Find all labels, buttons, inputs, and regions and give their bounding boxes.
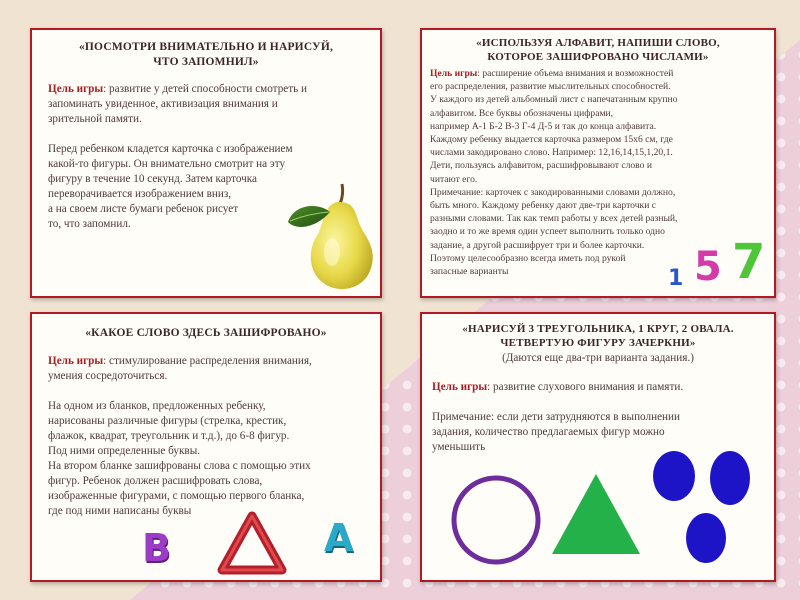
card-look-and-draw xyxy=(30,28,382,298)
card-body: Цель игры: развитие у детей способности смотреть и запоминать увиденное, активизация внимания и зрительной памяти. Перед ребенком кладется карточка с изображением какой-то фигуры. Он внимательно смотрит на эту фигуру в течение 10 секунд. Затем карточка переворачивается изображением вниз, а на своем листе бумаги ребенок рисует то, что запомнил. xyxy=(48,83,308,230)
oval-shape-3 xyxy=(686,513,726,563)
card-title: «ИСПОЛЬЗУЯ АЛФАВИТ, НАПИШИ СЛОВО, КОТОРОЕ ЗАШИФРОВАНО ЧИСЛАМИ» xyxy=(476,37,720,63)
card-title: «НАРИСУЙ 3 ТРЕУГОЛЬНИКА, 1 КРУГ, 2 ОВАЛА. ЧЕТВЕРТУЮ ФИГУРУ ЗАЧЕРКНИ» xyxy=(462,323,734,349)
letter-v: В xyxy=(142,526,171,570)
card-alphabet-cipher xyxy=(420,28,776,298)
goal-label: Цель игры xyxy=(48,83,104,95)
number-one: 1 xyxy=(668,266,684,291)
oval-shape-2 xyxy=(710,451,750,505)
card-body: Цель игры: стимулирование распределения внимания, умения сосредоточиться. На одном из бланков, предложенных ребенку, нарисованы различные фигуры (стрелка, крестик, флажок, квадрат, треугольник и т.д.), до 6-8 фигур. Под ними определенные буквы. На втором бланке зашифрованы слова с помощью этих фигур. Ребенок должен расшифровать слова, изображенные фигурами, с помощью первого бланка, где под ними написаны буквы xyxy=(48,355,312,517)
green-triangle-shape xyxy=(552,474,640,554)
goal-label: Цель игры xyxy=(48,355,104,367)
card-body: Цель игры: развитие слухового внимания и памяти. Примечание: если дети затрудняются в выполнении задания, количество предлагаемых фигур можно уменьшить xyxy=(432,381,684,453)
card-subtitle: (Даются еще два-три варианта задания.) xyxy=(502,352,694,364)
card-draw-shapes xyxy=(420,312,776,582)
card-title: «ПОСМОТРИ ВНИМАТЕЛЬНО И НАРИСУЙ, ЧТО ЗАПОМНИЛ» xyxy=(78,41,334,68)
card-body: Цель игры: расширение объема внимания и возможностей его распределения, развитие мыслительных способностей. У каждого из детей альбомный лист с напечатанным крупно алфавитом. Все буквы обозначены цифрами, например А-1 Б-2 В-3 Г-4 Д-5 и так до конца алфавита. Каждому ребенку выдается карточка размером 15х6 см, где числами закодировано слово. Например: 12,16,14,15,1,20,1. Дети, пользуясь алфавитом, расшифровывают слово и читают его. Примечание: карточек с закодированными словами должно, быть много. Каждому ребенку дают две-три карточки с разными словами. Так как темп работы у всех детей разный, заодно и то же время один успеет выполнить только одно задание, а другой расшифрует три и более карточки. Поэтому целесообразно всегда иметь под рукой запасные варианты xyxy=(430,68,678,278)
pear-icon xyxy=(284,178,380,294)
letter-a: А xyxy=(324,516,354,560)
number-five: 5 xyxy=(694,244,722,290)
number-seven: 7 xyxy=(732,234,766,290)
goal-label: Цель игры xyxy=(432,381,488,393)
oval-shape-1 xyxy=(653,451,695,501)
goal-label: Цель игры xyxy=(430,68,478,79)
card-title: «КАКОЕ СЛОВО ЗДЕСЬ ЗАШИФРОВАНО» xyxy=(85,327,327,339)
triangle-icon xyxy=(216,510,288,576)
card-which-word xyxy=(30,312,382,582)
circle-shape xyxy=(454,478,538,562)
shapes-illustration xyxy=(422,442,774,582)
